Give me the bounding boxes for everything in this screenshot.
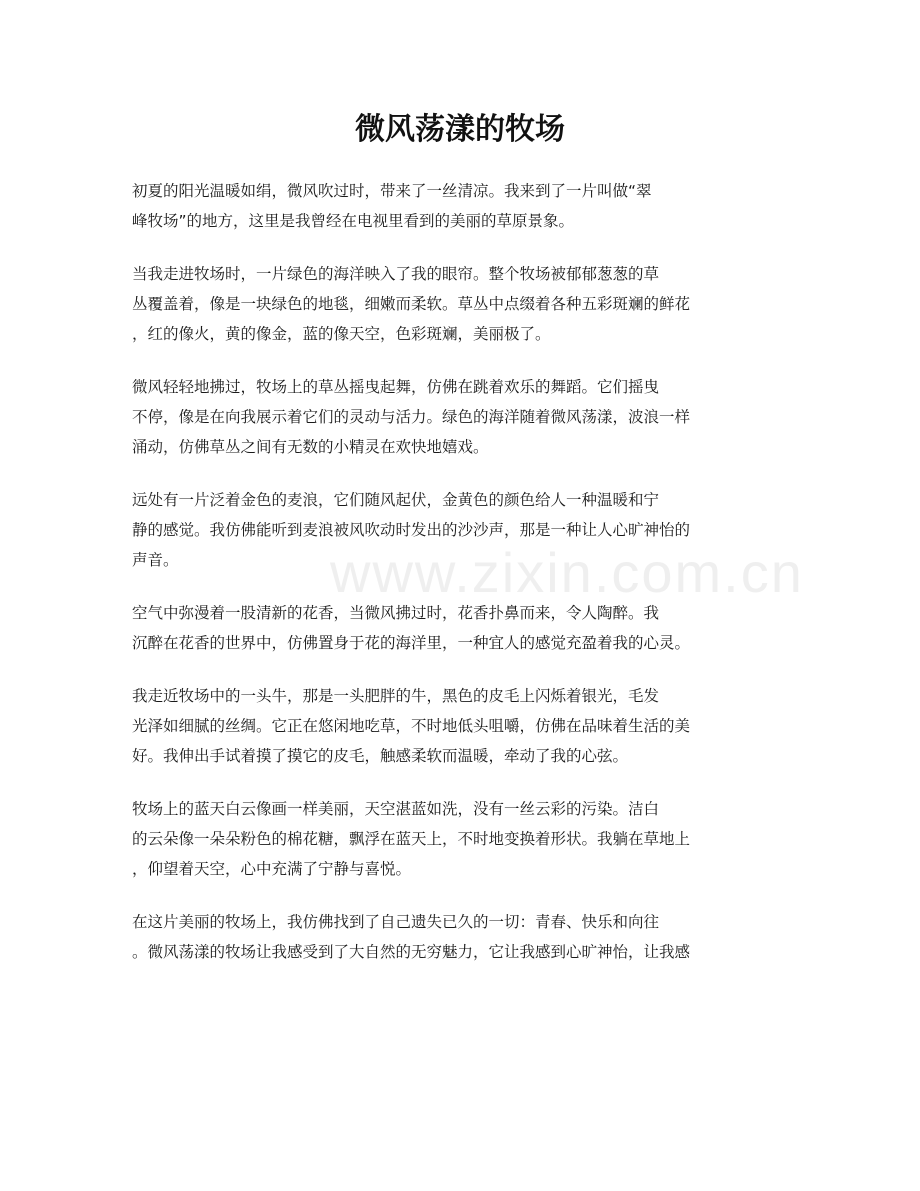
paragraph: 初夏的阳光温暖如绢，微风吹过时，带来了一丝清凉。我来到了一片叫做“翠 峰牧场”的地方，这里是我曾经在电视里看到的美丽的草原景象。 [132,182,652,230]
document-body [132,176,788,990]
watermark: www.zixin.com.cn [330,541,804,604]
paragraph: 远处有一片泛着金色的麦浪，它们随风起伏，金黄色的颜色给人一种温暖和宁 静的感觉。我仿佛能听到麦浪被风吹动时发出的沙沙声，那是一种让人心旷神怡的 声音。 [132,491,691,569]
paragraph: 微风轻轻地拂过，牧场上的草丛摇曳起舞，仿佛在跳着欢乐的舞蹈。它们摇曳 不停，像是在向我展示着它们的灵动与活力。绿色的海洋随着微风荡漾，波浪一样 涌动，仿佛草丛之间有无数的小精灵在欢快地嬉戏。 [132,378,691,456]
paragraph: 牧场上的蓝天白云像画一样美丽，天空湛蓝如洗，没有一丝云彩的污染。洁白 的云朵像一朵朵粉色的棉花糖，飘浮在蓝天上，不时地变换着形状。我躺在草地上 ，仰望着天空，心中充满了宁静与喜悦。 [132,800,691,878]
paragraph: 空气中弥漫着一股清新的花香，当微风拂过时，花香扑鼻而来，令人陶醉。我 沉醉在花香的世界中，仿佛置身于花的海洋里，一种宜人的感觉充盈着我的心灵。 [132,604,691,652]
paragraph: 在这片美丽的牧场上，我仿佛找到了自己遗失已久的一切：青春、快乐和向往 。微风荡漾的牧场让我感受到了大自然的无穷魅力，它让我感到心旷神怡，让我感 [132,913,691,961]
document-title: 微风荡漾的牧场 [355,112,565,147]
paragraph: 我走近牧场中的一头牛，那是一头肥胖的牛，黑色的皮毛上闪烁着银光，毛发 光泽如细腻的丝绸。它正在悠闲地吃草，不时地低头咀嚼，仿佛在品味着生活的美 好。我伸出手试着摸了摸它的皮毛，触感柔软而温暖，牵动了我的心弦。 [132,687,691,765]
paragraph: 当我走进牧场时，一片绿色的海洋映入了我的眼帘。整个牧场被郁郁葱葱的草 丛覆盖着，像是一块绿色的地毯，细嫩而柔软。草丛中点缀着各种五彩斑斓的鲜花 ，红的像火，黄的像金，蓝的像天空，色彩斑斓，美丽极了。 [132,265,691,343]
